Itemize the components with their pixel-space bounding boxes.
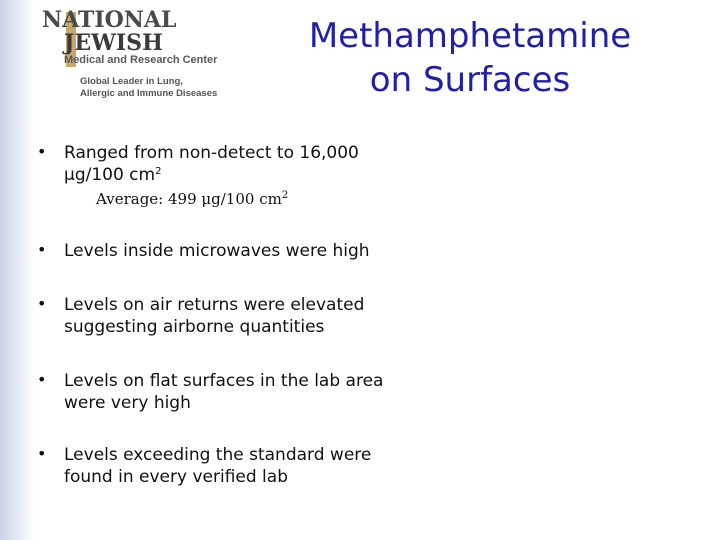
bullet-text: Levels inside microwaves were high xyxy=(64,241,370,261)
bullet-text: Levels on air returns were elevated suggesting airborne quantities xyxy=(64,295,365,337)
logo-line-national: NATIONAL xyxy=(42,7,177,33)
bullet-text: Levels exceeding the standard were found in every verified lab xyxy=(64,445,372,487)
slide-title-line-1: Methamphetamine xyxy=(308,16,632,56)
superscript: 2 xyxy=(281,190,289,201)
bullet-text xyxy=(64,142,464,186)
superscript: 2 xyxy=(155,166,162,177)
logo-tagline: Global Leader in Lung, Allergic and Immune Diseases xyxy=(80,76,218,99)
bullet-text: Levels on flat surfaces in the lab area were very high xyxy=(64,371,384,413)
logo-line-jewish: JEWISH xyxy=(64,30,163,56)
slide-title xyxy=(290,14,650,102)
bullet-dot: • xyxy=(37,444,47,463)
logo-line-center: Medical and Research Center xyxy=(64,54,218,66)
bullet-dot: • xyxy=(37,142,47,161)
bullet-dot: • xyxy=(37,240,47,259)
bullet-dot: • xyxy=(37,370,47,389)
national-jewish-logo xyxy=(42,5,242,105)
sub-bullet-average xyxy=(96,190,288,208)
bullet-text-part-2: μg/100 cm xyxy=(64,165,156,185)
slide-title-line-2: on Surfaces xyxy=(369,60,571,100)
bullet-text-part-1: Ranged from non-detect to 16,000 xyxy=(64,143,359,163)
sub-bullet-text: Average: 499 μg/100 cm xyxy=(96,190,282,208)
left-gradient-band xyxy=(0,0,34,540)
bullet-dot: • xyxy=(37,294,47,313)
